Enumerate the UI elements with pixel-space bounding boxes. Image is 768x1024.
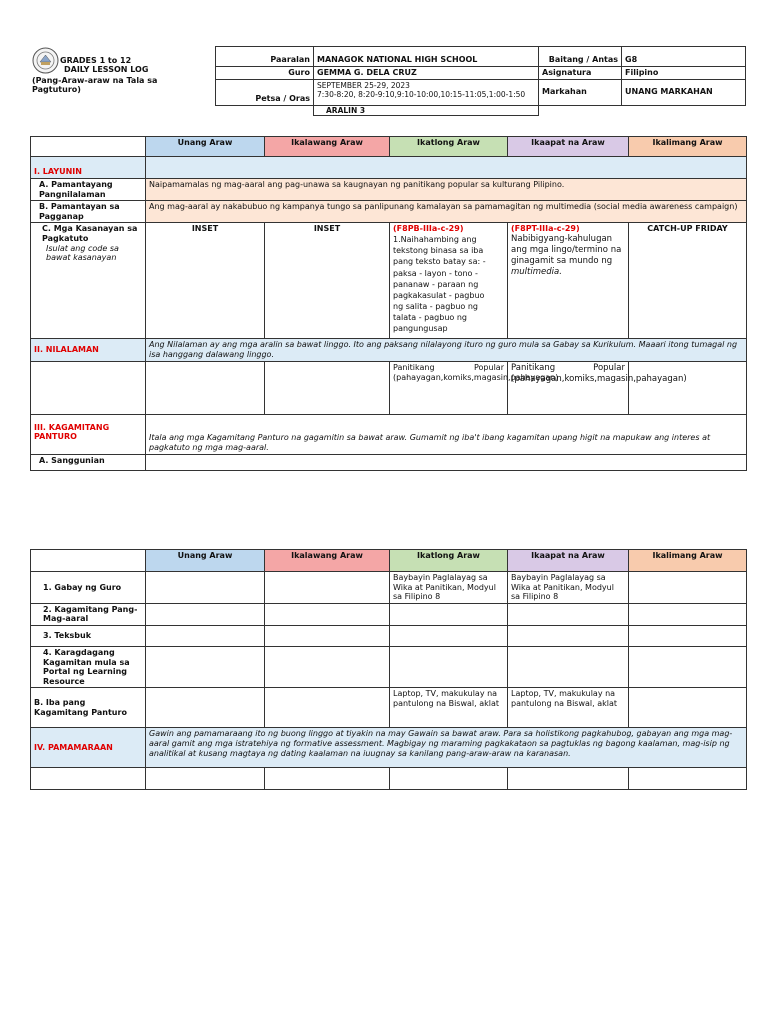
kagamitan-heading: III. KAGAMITANG PANTURO [31,414,146,454]
pamamaraan-heading: IV. PAMAMARAAN [31,728,146,768]
day2-kasanayan: INSET [265,223,390,339]
asignatura-value: Filipino [622,67,746,80]
gabay-label: 1. Gabay ng Guro [31,572,146,604]
day-header-2: Ikalawang Araw [265,137,390,157]
pamantayang-label: A. Pamantayang Pangnilalaman [31,179,146,201]
pagganap-label: B. Pamantayan sa Pagganap [31,201,146,223]
corner-cell-2 [31,550,146,572]
aralin-value: ARALIN 3 [314,105,539,116]
paaralan-label: Paaralan [216,47,314,67]
day4-kasanayan [508,223,629,339]
baitang-value: G8 [622,47,746,67]
pamantayang-text: Naipamamalas ng mag-aaral ang pag-unawa sa kaugnayan ng panitikang popular sa kulturang Pilipino. [146,179,747,201]
teksbuk-label: 3. Teksbuk [31,625,146,646]
deped-seal-icon [32,47,59,74]
title-subtitle: (Pang-Araw-araw na Tala sa Pagtuturo) [32,76,158,95]
day3-gabay: Baybayin Paglalayag sa Wika at Panitikan, Modyul sa Filipino 8 [390,572,508,604]
kasanayan-cell [31,223,146,339]
day3-code: (F8PB-IIIa-c-29) [393,224,464,234]
day3-nilalaman: Panitikang Popular (pahayagan,komiks,magasin,pahayagan) [390,361,508,414]
pamamaraan-text: Gawin ang pamamaraang ito ng buong linggo at tiyakin na may Gawain sa bawat araw. Para sa holistikong pagkahubog, gabayan ang mga mag-aaral gamit ang mga istratehiya ng formative assessment. Magbigay ng maraming pagkakataon sa pagtuklas ng bagong kaalaman, mag-isip ng analitikal at kusang magtaya ng dating kaalaman na iuugnay sa kanilang pang-araw-araw na karanasan. [146,728,747,768]
markahan-label: Markahan [539,79,622,105]
day4-gabay: Baybayin Paglalayag sa Wika at Panitikan, Modyul sa Filipino 8 [508,572,629,604]
day3-kasanayan-text: 1.Naihahambing ang tekstong binasa sa iba pang teksto batay sa: - paksa - layon - tono - pananaw - paraan ng pagkakasulat - pagbuo ng salita - pagbuo ng talata - pagbuo ng pangungusap [393,234,486,334]
paaralan-value: MANAGOK NATIONAL HIGH SCHOOL [314,47,539,67]
day3-iba-pang: Laptop, TV, makukulay na pantulong na Biswal, aklat [390,688,508,728]
petsa-value: SEPTEMBER 25-29, 2023 7:30-8:20, 8:20-9:10,9:10-10:00,10:15-11:05,1:00-1:50 [314,79,539,105]
petsa-label: Petsa / Oras [216,79,314,105]
day-header-5: Ikalimang Araw [629,137,747,157]
guro-label: Guro [216,67,314,80]
baitang-label: Baitang / Antas [539,47,622,67]
pagganap-text: Ang mag-aaral ay nakabubuo ng kampanya tungo sa panlipunang kamalayan sa pamamagitan ng multimedia (social media awareness campaign) [146,201,747,223]
lesson-table-2 [30,549,747,790]
day5-kasanayan: CATCH-UP FRIDAY [629,223,747,339]
day-header-5b: Ikalimang Araw [629,550,747,572]
day-header-1: Unang Araw [146,137,265,157]
markahan-value: UNANG MARKAHAN [622,79,746,105]
layunin-heading: I. LAYUNIN [31,157,146,179]
guro-value: GEMMA G. DELA CRUZ [314,67,539,80]
title-line-1: GRADES 1 to 12 [60,56,132,65]
day-header-2b: Ikalawang Araw [265,550,390,572]
day1-kasanayan: INSET [146,223,265,339]
day3-kasanayan [390,223,508,339]
karagdagang-label: 4. Karagdagang Kagamitan mula sa Portal ng Learning Resource [31,646,146,687]
iba-pang-label: B. Iba pang Kagamitang Panturo [31,688,146,728]
day4-code: (F8PT-IIIa-c-29) [511,224,580,234]
kasanayan-label: C. Mga Kasanayan sa Pagkatuto [42,224,138,243]
kasanayan-sub: Isulat ang code sa bawat kasanayan [46,243,119,263]
dll-title [60,56,170,74]
day4-kasanayan-italic: multimedia. [511,267,562,278]
kagamitan-text: Itala ang mga Kagamitang Panturo na gagamitin sa bawat araw. Gumamit ng iba't ibang kagamitan upang higit na mapukaw ang interes at pagkatuto ng mga mag-aaral. [146,414,747,454]
day-header-4b: Ikaapat na Araw [508,550,629,572]
day-header-3: Ikatlong Araw [390,137,508,157]
title-line-2: DAILY LESSON LOG [64,65,149,75]
lesson-table-1 [30,136,747,471]
nilalaman-text: Ang Nilalaman ay ang mga aralin sa bawat linggo. Ito ang paksang nilalayong ituro ng guro mula sa Gabay sa Kurikulum. Maaari itong tumagal ng isa hanggang dalawang linggo. [146,339,747,361]
day-header-1b: Unang Araw [146,550,265,572]
day4-iba-pang: Laptop, TV, makukulay na pantulong na Biswal, aklat [508,688,629,728]
corner-cell [31,137,146,157]
day-header-4: Ikaapat na Araw [508,137,629,157]
nilalaman-heading: II. NILALAMAN [31,339,146,361]
day4-nilalaman: Panitikang Popular (pahayagan,komiks,magasin,pahayagan) [508,361,629,414]
sanggunian-label: A. Sanggunian [31,454,146,470]
day4-kasanayan-text: Nabibigyang-kahulugan ang mga lingo/termino na ginagamit sa mundo ng [511,233,622,267]
day-header-3b: Ikatlong Araw [390,550,508,572]
kagamitang-pang-label: 2. Kagamitang Pang-Mag-aaral [31,603,146,625]
header-table [215,46,746,116]
asignatura-label: Asignatura [539,67,622,80]
